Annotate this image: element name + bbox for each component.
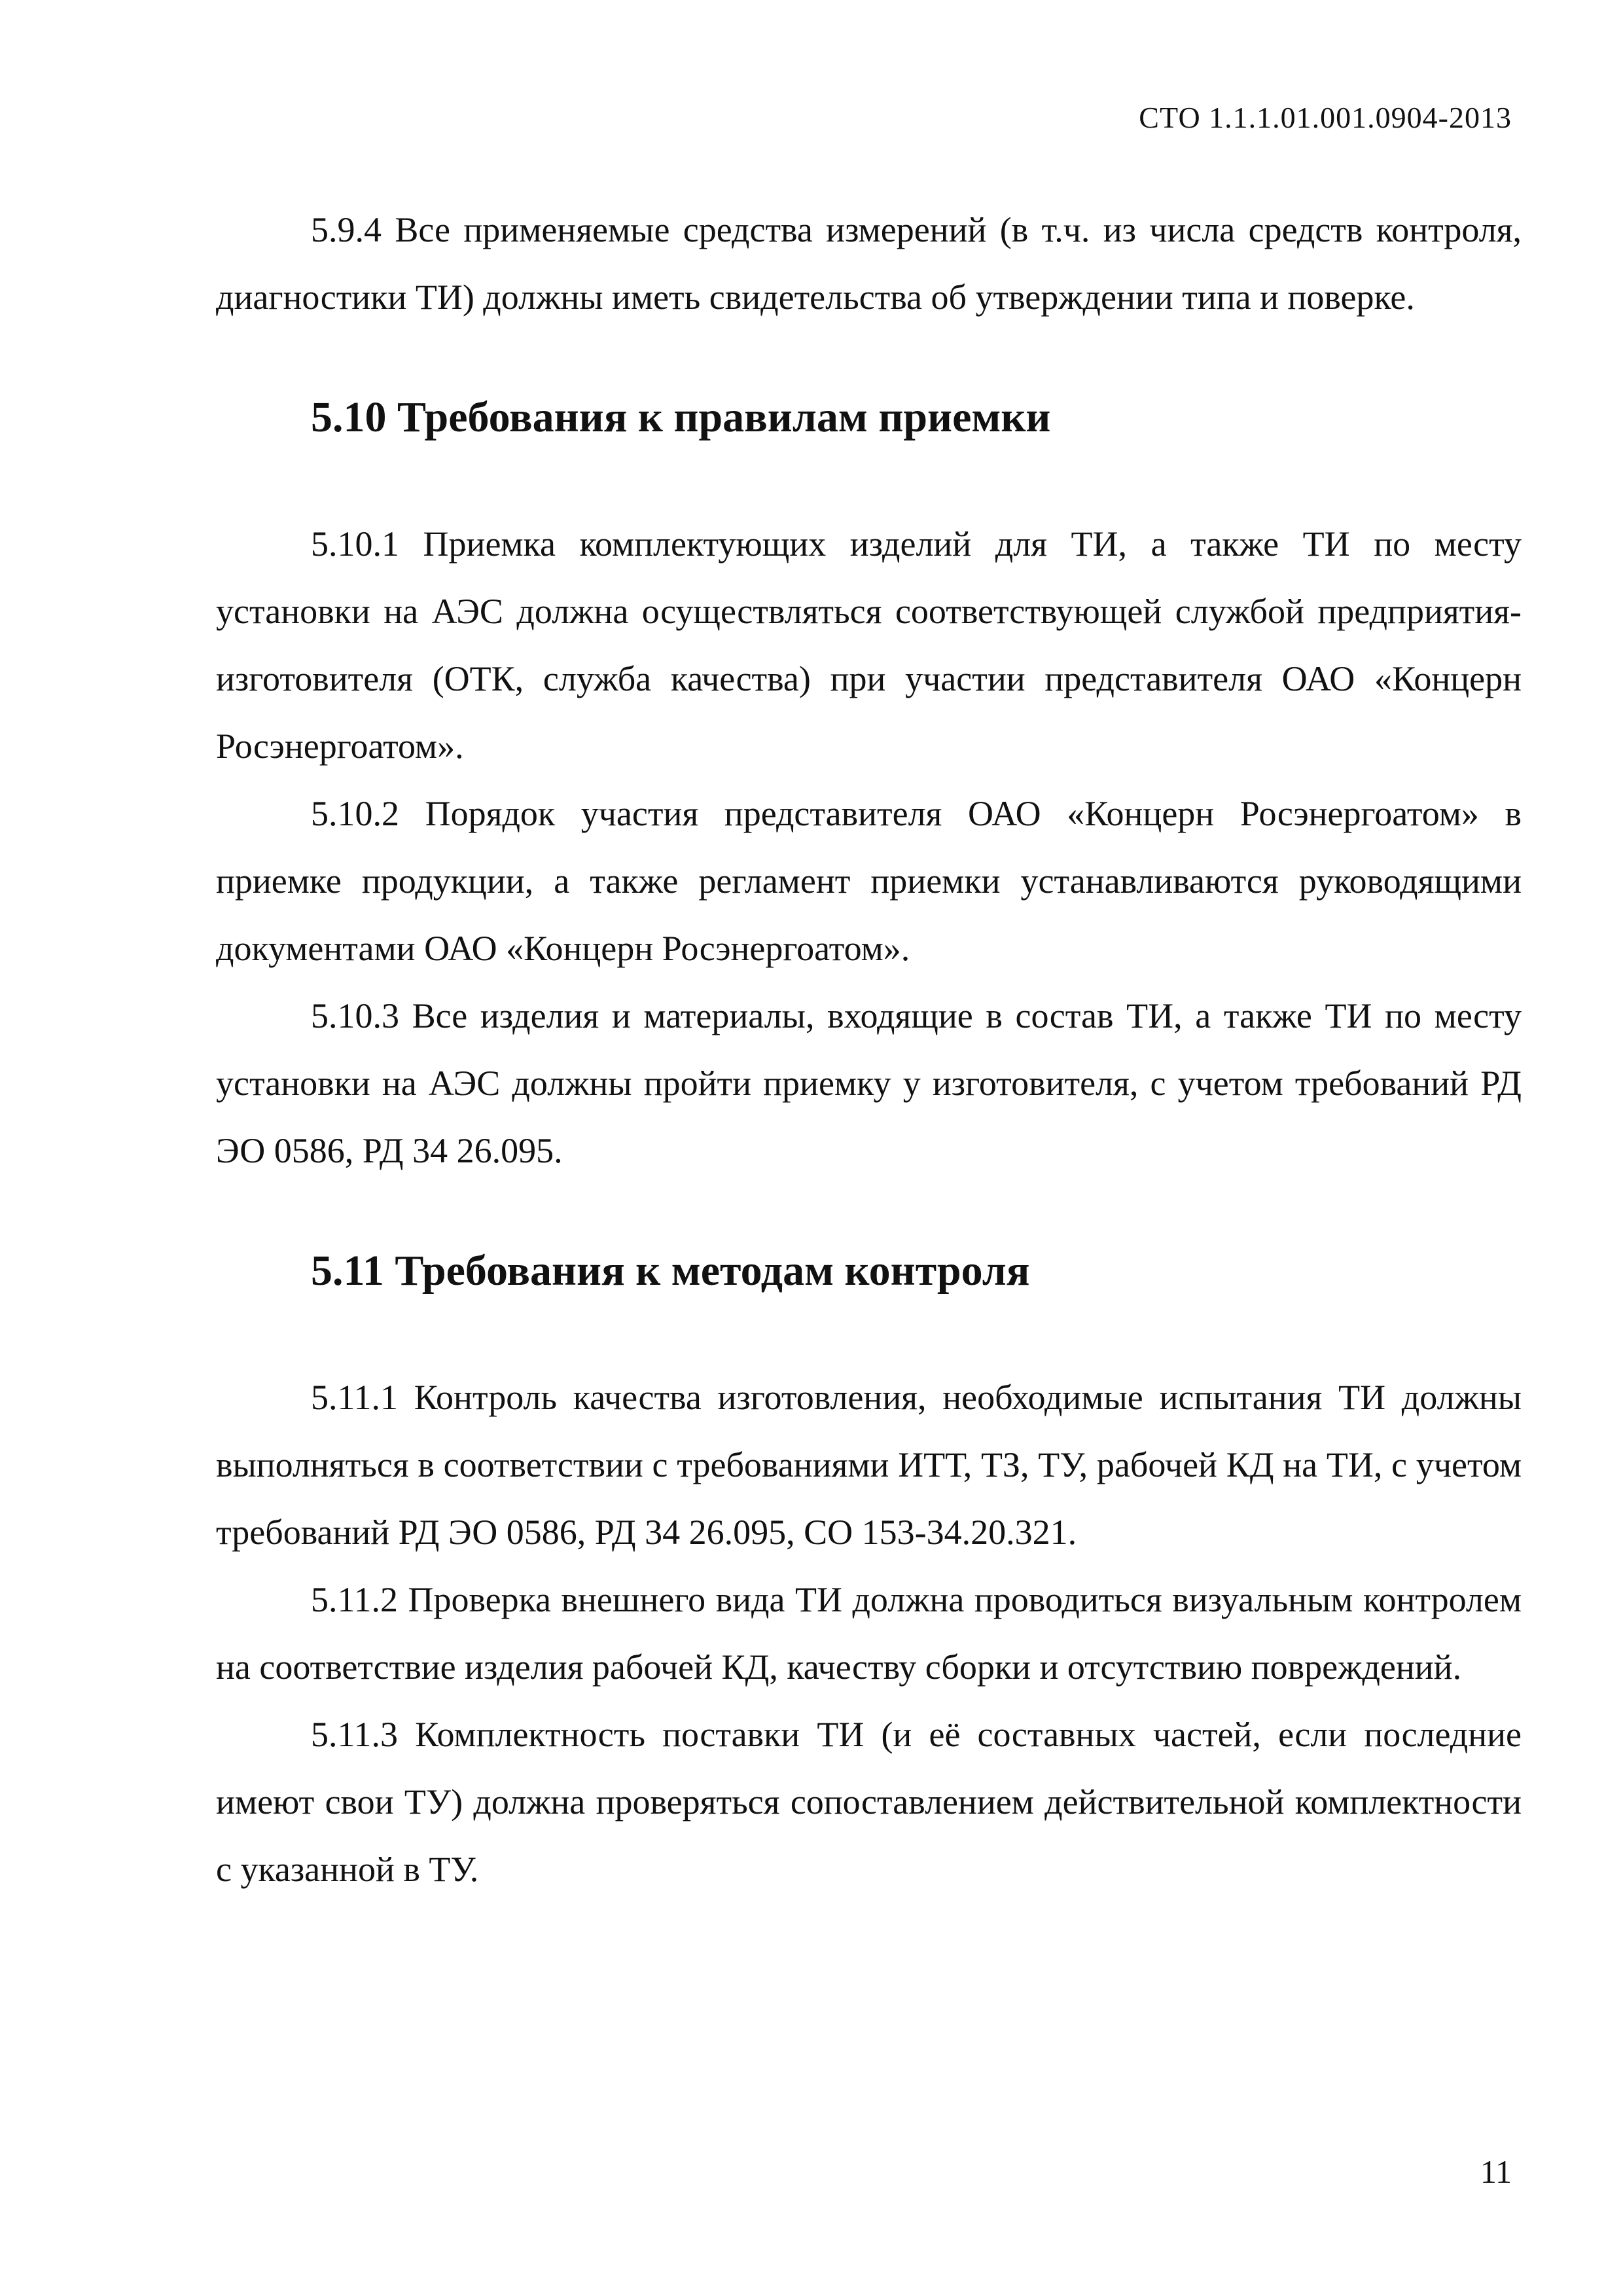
document-body <box>216 196 1522 1903</box>
paragraph-5-11-2: 5.11.2 Проверка внешнего вида ТИ должна проводиться визуальным контролем на соответствие изделия рабочей КД, качеству сборки и отсутствию повреждений. <box>216 1580 1522 1687</box>
paragraph-5-11-3: 5.11.3 Комплектность поставки ТИ (и её составных частей, если последние имеют свои ТУ) должна проверяться сопоставлением действительной комплектности с указанной в ТУ. <box>216 1715 1522 1889</box>
paragraph-5-11-1: 5.11.1 Контроль качества изготовления, необходимые испытания ТИ должны выполняться в соответствии с требованиями ИТТ, ТЗ, ТУ, рабочей КД на ТИ, с учетом требований РД ЭО 0586, РД 34 26.095, СО 153-34.20.321. <box>216 1378 1522 1552</box>
paragraph-5-10-3: 5.10.3 Все изделия и материалы, входящие в состав ТИ, а также ТИ по месту установки на АЭС должны пройти приемку у изготовителя, с учетом требований РД ЭО 0586, РД 34 26.095. <box>216 996 1522 1170</box>
paragraph-5-9-4: 5.9.4 Все применяемые средства измерений (в т.ч. из числа средств контроля, диагностики ТИ) должны иметь свидетельства об утверждении типа и поверке. <box>216 210 1522 317</box>
paragraph-5-10-1: 5.10.1 Приемка комплектующих изделий для ТИ, а также ТИ по месту установки на АЭС должна осуществляться соответствующей службой предприятия-изготовителя (ОТК, служба качества) при участии представителя ОАО «Концерн Росэнергоатом». <box>216 524 1522 766</box>
document-code: СТО 1.1.1.01.001.0904-2013 <box>1139 101 1512 134</box>
section-title-5-11: 5.11 Требования к методам контроля <box>311 1247 1030 1295</box>
page-number: 11 <box>1480 2153 1512 2190</box>
paragraph-5-10-2: 5.10.2 Порядок участия представителя ОАО «Концерн Росэнергоатом» в приемке продукции, а также регламент приемки устанавливаются руководящими документами ОАО «Концерн Росэнергоатом». <box>216 794 1522 968</box>
section-title-5-10: 5.10 Требования к правилам приемки <box>311 393 1051 441</box>
